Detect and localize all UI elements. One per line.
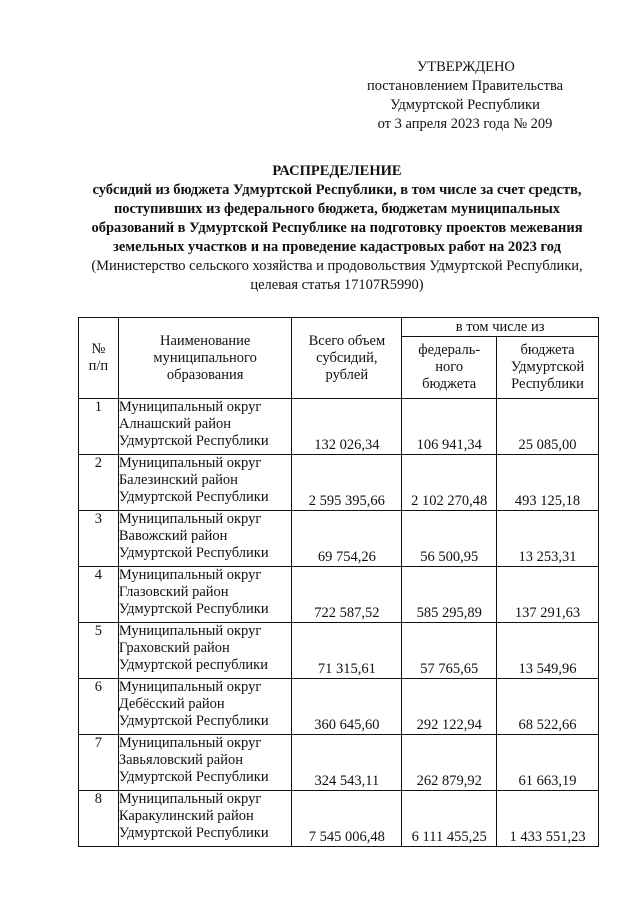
row-total: 2 595 395,66 [292,455,402,511]
municipality-line: Дебёсский район [118,696,225,712]
approval-heading: УТВЕРЖДЕНО [417,59,515,75]
row-federal: 292 122,94 [402,679,497,735]
ministry-line-2: целевая статья 17107R5990) [250,277,424,293]
distribution-table [78,317,599,847]
row-number: 4 [79,567,119,623]
row-number: 5 [79,623,119,679]
municipality-line: Глазовский район [118,584,229,600]
row-republic: 13 549,96 [497,623,599,679]
table-row [79,623,599,679]
municipality-line: Муниципальный округ [118,567,262,583]
municipality-line: Удмуртской Республики [118,433,269,449]
row-federal: 2 102 270,48 [402,455,497,511]
municipality-line: Граховский район [118,640,230,656]
municipality-line: Муниципальный округ [118,399,262,415]
municipality-line: Балезинский район [118,472,238,488]
row-republic: 137 291,63 [497,567,599,623]
municipality-line: Каракулинский район [118,808,254,824]
row-republic: 13 253,31 [497,511,599,567]
municipality-line: Муниципальный округ [118,455,262,471]
row-number: 8 [79,791,119,847]
municipality-line: Муниципальный округ [118,735,262,751]
row-municipality [118,679,292,735]
ministry-line-1: (Министерство сельского хозяйства и продовольствия Удмуртской Республики, [91,258,583,274]
row-federal: 6 111 455,25 [402,791,497,847]
table-row [79,679,599,735]
municipality-line: Муниципальный округ [118,679,262,695]
row-federal: 57 765,65 [402,623,497,679]
municipality-line: Удмуртской Республики [118,489,269,505]
header-federal-label: федераль-ного бюджета [418,342,481,392]
row-municipality [118,623,292,679]
header-name-label: Наименование муниципального образования [153,332,257,383]
approval-line-2: Удмуртской Республики [390,97,540,113]
table-row [79,791,599,847]
municipality-line: Удмуртской Республики [118,825,269,841]
document-subtitle-line-2: поступивших из федерального бюджета, бюджетам муниципальных [113,201,561,217]
document-title: РАСПРЕДЕЛЕНИЕ [272,163,402,179]
row-municipality [118,735,292,791]
municipality-line: Удмуртской Республики [118,769,269,785]
header-total-label: Всего объем субсидий, рублей [308,332,386,383]
header-total [292,318,402,399]
row-federal: 585 295,89 [402,567,497,623]
header-republic [497,337,599,399]
header-name [118,318,292,399]
approval-stamp [360,58,570,134]
table-row [79,735,599,791]
header-including: в том числе из [402,318,599,337]
row-total: 71 315,61 [292,623,402,679]
row-number: 3 [79,511,119,567]
document-subtitle-line-1: субсидий из бюджета Удмуртской Республики, в том числе за счет средств, [92,182,582,198]
row-number: 6 [79,679,119,735]
municipality-line: Удмуртской Республики [118,713,269,729]
approval-line-3: от 3 апреля 2023 года № 209 [377,116,553,132]
document-subtitle-line-3: образований в Удмуртской Республике на подготовку проектов межевания [91,220,583,236]
row-total: 69 754,26 [292,511,402,567]
approval-line-1: постановлением Правительства [366,78,564,94]
row-municipality [118,511,292,567]
municipality-line: Муниципальный округ [118,791,262,807]
row-federal: 262 879,92 [402,735,497,791]
row-federal: 106 941,34 [402,399,497,455]
municipality-line: Муниципальный округ [118,511,262,527]
row-republic: 25 085,00 [497,399,599,455]
document-title-block [70,162,604,295]
header-num [79,318,119,399]
row-total: 360 645,60 [292,679,402,735]
row-number: 1 [79,399,119,455]
table-row [79,511,599,567]
row-total: 722 587,52 [292,567,402,623]
municipality-line: Вавожский район [118,528,228,544]
municipality-line: Удмуртской Республики [118,601,269,617]
row-total: 324 543,11 [292,735,402,791]
table-row [79,567,599,623]
municipality-line: Муниципальный округ [118,623,262,639]
document-subtitle-line-4: земельных участков и на проведение кадастровых работ на 2023 год [113,239,561,255]
row-total: 7 545 006,48 [292,791,402,847]
row-republic: 68 522,66 [497,679,599,735]
row-municipality [118,791,292,847]
municipality-line: Завьяловский район [118,752,244,768]
row-municipality [118,455,292,511]
row-municipality [118,399,292,455]
row-number: 2 [79,455,119,511]
table-row [79,455,599,511]
header-federal [402,337,497,399]
row-republic: 1 433 551,23 [497,791,599,847]
header-num-label: № п/п [88,341,109,374]
row-number: 7 [79,735,119,791]
row-republic: 61 663,19 [497,735,599,791]
header-republic-label: бюджета Удмуртской Республики [510,342,585,392]
municipality-line: Алнашский район [118,416,232,432]
row-municipality [118,567,292,623]
table-row [79,399,599,455]
row-total: 132 026,34 [292,399,402,455]
row-republic: 493 125,18 [497,455,599,511]
municipality-line: Удмуртской республики [118,657,268,673]
municipality-line: Удмуртской Республики [118,545,269,561]
row-federal: 56 500,95 [402,511,497,567]
